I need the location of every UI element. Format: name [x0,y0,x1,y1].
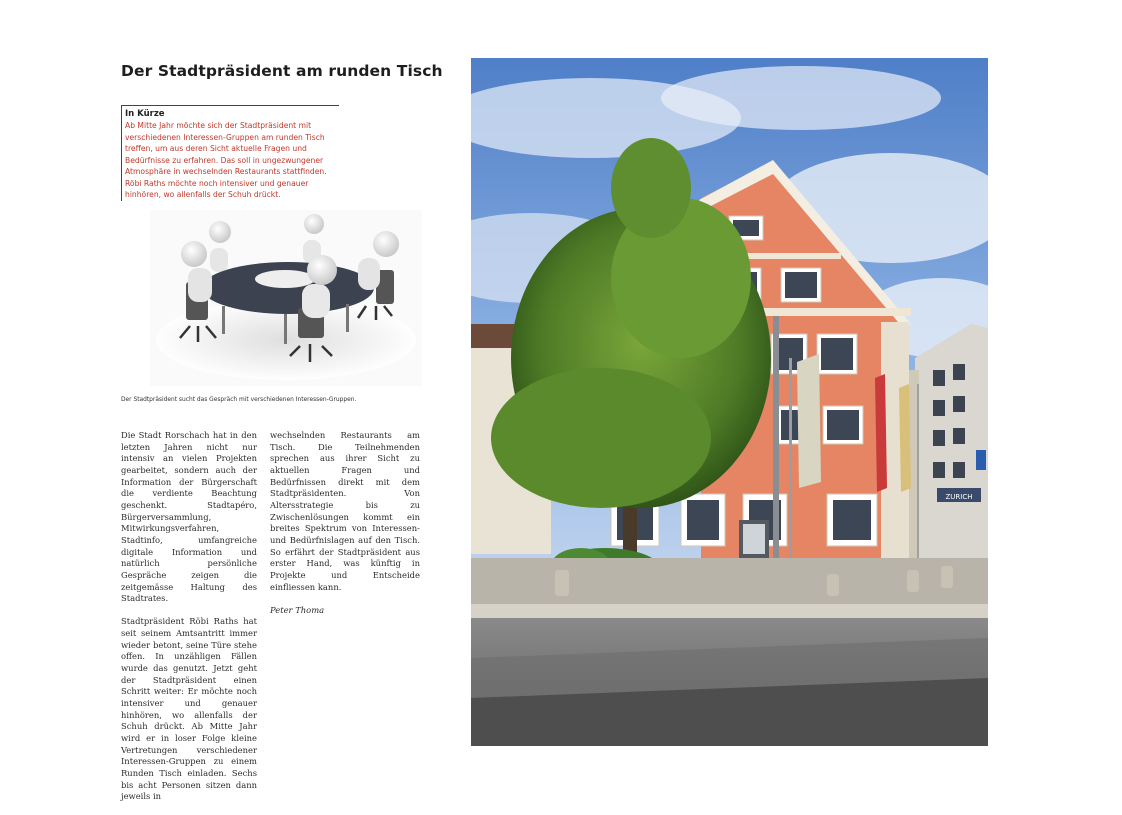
paragraph: wechselnden Restaurants am Tisch. Die Teilnehmenden sprechen aus ihrer Sicht zu aktuellen Fragen und Bedürfnissen direkt mit dem Stadtpräsidenten. Von Altersstrategie bis zu Zwischenlösungen kommt ein breites Spektrum von Interessen- und Bedürfnislagen auf den Tisch. So erfährt der Stadtpräsident aus erster Hand, was künftig in Projekte und Entscheide einfliessen kann. [270,430,420,592]
round-table-illustration [150,210,422,386]
image-caption: Der Stadtpräsident sucht das Gespräch mit verschiedenen Interessen-Gruppen. [121,397,357,403]
summary-box [121,105,339,201]
summary-heading: In Kürze [125,109,165,119]
summary-text: Ab Mitte Jahr möchte sich der Stadtpräsident mit verschiedenen Interessen-Gruppen am runden Tisch treffen, um aus deren Sicht aktuelle Fragen und Bedürfnisse zu erfahren. Das soll in ungezwungener Atmosphäre in wechselnden Restaurants stattfinden. Röbi Raths möchte noch intensiver und genauer hinhören, wo allenfalls der Schuh drückt. [125,121,327,199]
paragraph: Die Stadt Rorschach hat in den letzten Jahren nicht nur intensiv an vielen Projekten gearbeitet, sondern auch der Information der Bürgerschaft die verdiente Beachtung geschenkt. Stadtapéro, Bürgerversammlung, Mitwirkungsverfahren, Stadtinfo, umfangreiche digitale Information und natürlich persönliche Gespräche zeigen die zeitgemässe Haltung des Stadtrates. [121,430,257,604]
text-column-right [270,430,420,628]
article-title: Der Stadtpräsident am runden Tisch [121,62,443,80]
paragraph: Stadtpräsident Röbi Raths hat seit seinem Amtsantritt immer wieder betont, seine Türe stehe offen. In unzähligen Fällen wurde das genutzt. Jetzt geht der Stadtpräsident einen Schritt weiter: Er möchte noch intensiver und genauer hinhören, wo allenfalls der Schuh drückt. Ab Mitte Jahr wird er in loser Folge kleine Vertretungen verschiedener Interessen-Gruppen zu einem Runden Tisch einladen. Sechs bis acht Personen sitzen dann jeweils in [121,616,257,802]
text-column-left [121,430,257,815]
zurich-sign: ZURICH [945,493,973,501]
town-hall-photo [471,58,988,746]
author-name: Peter Thoma [270,604,325,615]
